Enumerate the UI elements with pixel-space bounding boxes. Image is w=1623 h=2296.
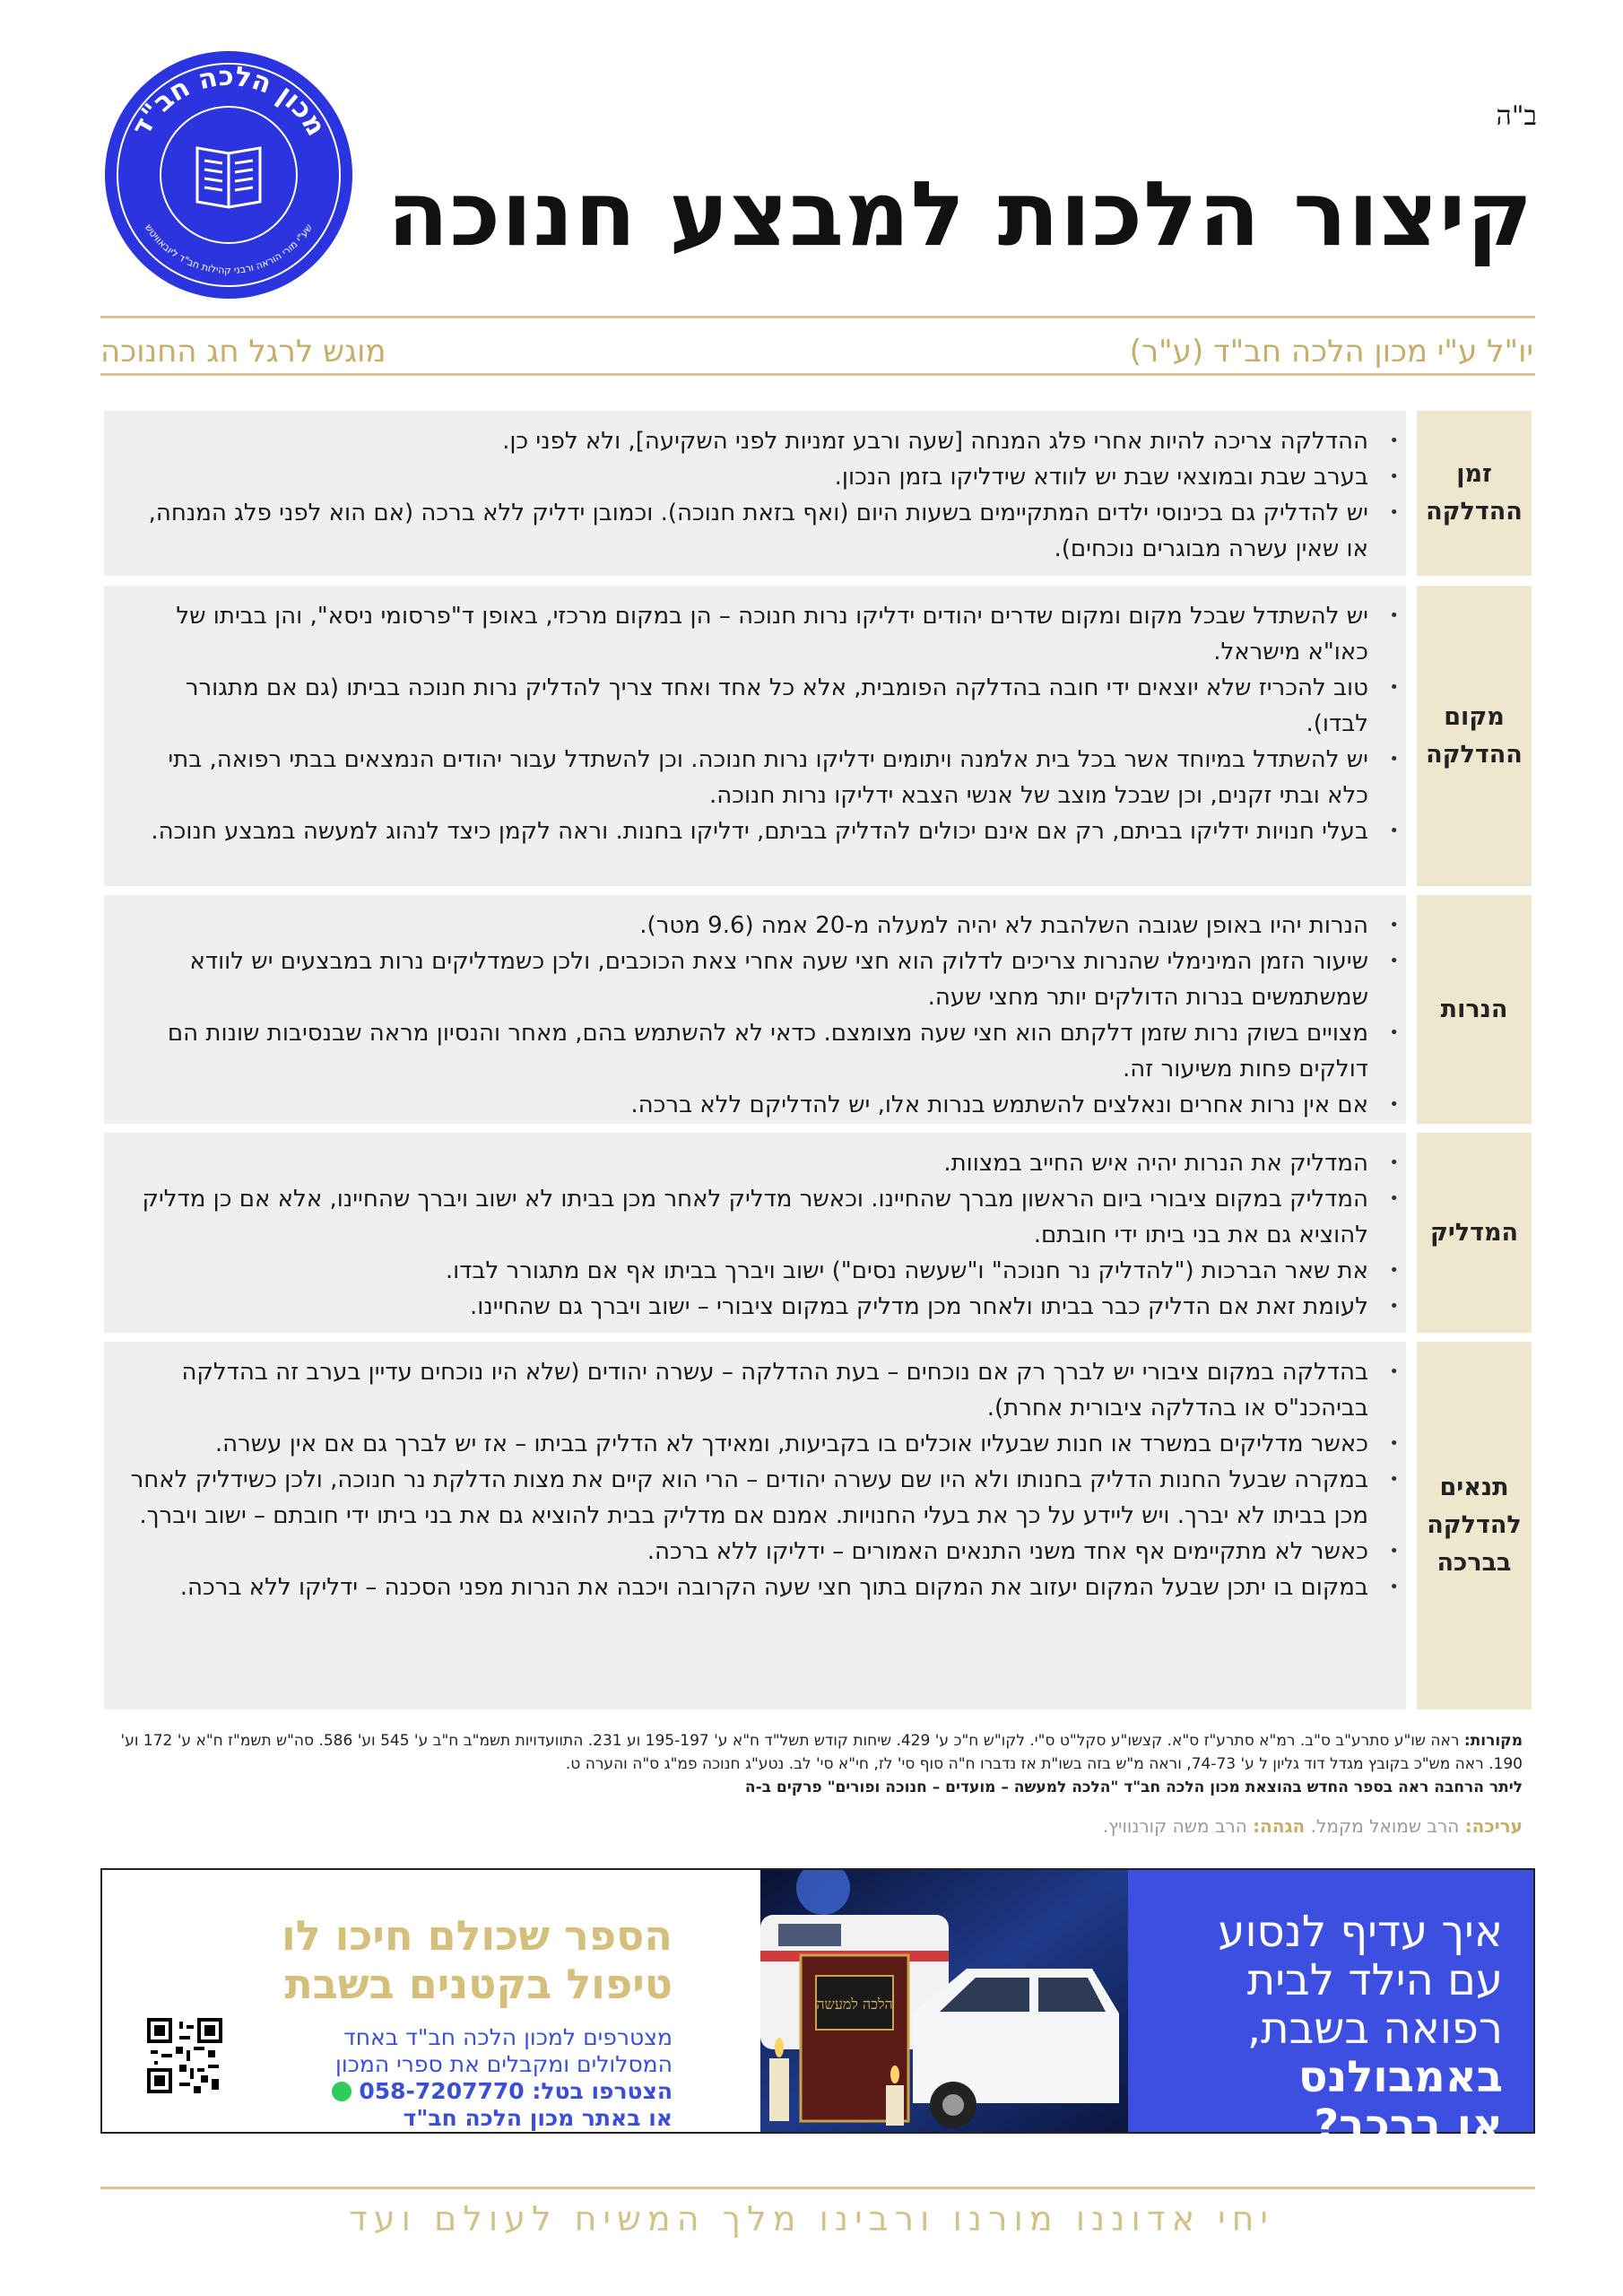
ambulance-book-image <box>760 1870 1128 2132</box>
promo-phone[interactable] <box>332 2078 673 2105</box>
section-label: זמן ההדלקה <box>1417 411 1532 576</box>
qr-code-icon[interactable] <box>147 2018 222 2093</box>
section-label: מקום ההדלקה <box>1417 586 1532 886</box>
sources-more: ליתר הרחבה ראה בספר החדש בהוצאת מכון הלכה חב"ד "הלכה למעשה – מועדים – חנוכה ופורים" פרקים ב-ה <box>744 1779 1523 1796</box>
seal-text: מכון הלכה חב"ד <box>125 60 332 142</box>
bullet-item: • טוב להכריז שלא יוצאים ידי חובה בהדלקה הפומבית, אלא כל אחד ואחד צריך להדליק נרות חנוכה בביתו (גם אם מתגורר לבדו). <box>122 670 1368 742</box>
section-blessing-conditions <box>104 1342 1532 1709</box>
sources-label: מקורות: <box>1463 1732 1523 1750</box>
bullet-item: • הנרות יהיו באופן שגובה השלהבת לא יהיה למעלה מ-20 אמה (9.6 מטר). <box>122 908 1368 944</box>
bullet-item: • כאשר לא מתקיימים אף אחד משני התנאים האמורים – ידליקו ללא ברכה. <box>122 1534 1368 1570</box>
section-candles <box>104 895 1532 1124</box>
bullet-item: • יש להשתדל במיוחד אשר בכל בית אלמנה ויתומים ידליקו נרות חנוכה. וכן להשתדל עבור יהודים הנמצאים בבתי רפואה, בתי כלא ובתי זקנים, וכן שבכל מוצב של אנשי הצבא ידליקו נרות חנוכה. <box>122 742 1368 813</box>
section-content <box>104 1133 1406 1333</box>
bullet-item: • בהדלקה במקום ציבורי יש לברך רק אם נוכחים – בעת ההדלקה – עשרה יהודים (שלא היו נוכחים עדיין בערב זה בהדלקה בביהכנ"ס או בהדלקה ציבורית אחרת). <box>122 1354 1368 1426</box>
promo-text-line: המסלולים ומקבלים את ספרי המכון <box>335 2051 673 2077</box>
section-content <box>104 895 1406 1124</box>
bh-mark: ב"ה <box>1496 100 1537 132</box>
bullet-item: • אם אין נרות אחרים ונאלצים להשתמש בנרות אלו, יש להדליקם ללא ברכה. <box>122 1087 1368 1123</box>
bullet-list <box>104 1133 1406 1325</box>
header-divider-top <box>100 316 1535 318</box>
published-by: יו"ל ע"י מכון הלכה חב"ד (ע"ר) <box>1129 334 1533 370</box>
seal-subtext: שע"י מורי הוראה ורבני קהילות חב"ד ליובאוויטש <box>142 222 316 277</box>
question-line: עם הילד לבית <box>1246 1955 1503 2005</box>
bullet-item: • בעלי חנויות ידליקו בביתם, רק אם אינם יכולים להדליק בביתם, ידליקו בחנות. וראה לקמן כיצד לנהוג למעשה במבצע חנוכה. <box>122 813 1368 849</box>
header-divider-bottom <box>100 373 1535 376</box>
footer-divider <box>100 2187 1535 2189</box>
bullet-item: • מצויים בשוק נרות שזמן דלקתם הוא חצי שעה מצומצם. כדאי לא להשתמש בהם, מאחר והנסיון מראה שבנסיבות שונות הם דולקים פחות משיעור זה. <box>122 1015 1368 1087</box>
whatsapp-icon <box>332 2082 352 2101</box>
edit-label: עריכה: <box>1464 1815 1523 1837</box>
sources-text: ראה שו"ע סתרע"ב ס"ב. רמ"א סתרע"ז ס"א. קצשו"ע סקל"ט ס"י. לקו"ש ח"כ ע' 429. שיחות קודש תשל"ד ח"א ע' 195-197 וע 231. התוועדויות תשמ"ב ח"ב ע' 545 וע' 586. סה"ש תשמ"ז ח"א ע' 172 וע' 190. ראה מש"כ בקובץ מגדל דוד גליון ל ע' 74-73, וראה מ"ש בזה בשו"ת אז נדברו ח"ה סוף סי' לז, חי"א סי' לב. נטע"ג חנוכה פמ"ג ס"ה והערה ט. <box>120 1732 1523 1773</box>
promo-title-line: טיפול בקטנים בשבת <box>284 1960 673 2008</box>
question-line: באמבולנס <box>1298 2052 1503 2102</box>
bullet-item: • יש להדליק גם בכינוסי ילדים המתקיימים בשעות היום (ואף בזאת חנוכה). וכמובן ידליק ללא ברכה (אם הוא לפני פלג המנחה, או שאין עשרה מבוגרים נוכחים). <box>122 495 1368 567</box>
promo-text-line: מצטרפים למכון הלכה חב"ד באחד <box>343 2024 673 2050</box>
promo-site-link[interactable]: או באתר מכון הלכה חב"ד <box>403 2105 673 2131</box>
section-content <box>104 411 1406 576</box>
bullet-list <box>104 895 1406 1123</box>
section-label: המדליק <box>1417 1133 1532 1333</box>
bullet-list <box>104 1342 1406 1605</box>
bullet-item: • המדליק את הנרות יהיה איש החייב במצוות. <box>122 1145 1368 1181</box>
footer-slogan: יחי אדוננו מורנו ורבינו מלך המשיח לעולם ועד <box>349 2199 1274 2239</box>
phone-label: הצטרפו בטל: <box>532 2078 673 2104</box>
sources-note <box>100 1729 1523 1799</box>
question-line: רפואה בשבת, <box>1246 2004 1503 2054</box>
bullet-item: • לעומת זאת אם הדליק כבר בביתו ולאחר מכן מדליק במקום ציבורי – ישוב ויברך גם שהחיינו. <box>122 1289 1368 1325</box>
section-label: הנרות <box>1417 895 1532 1124</box>
question-line: איך עדיף לנסוע <box>1218 1907 1503 1957</box>
bullet-item: • כאשר מדליקים במשרד או חנות שבעליו אוכלים בו בקביעות, ומאידך לא הדליק בביתו – אז יש לברך גם אם אין עשרה. <box>122 1426 1368 1462</box>
bullet-item: • יש להשתדל שבכל מקום ומקום שדרים יהודים ידליקו נרות חנוכה – הן במקום מרכזי, באופן ד"פרסומי ניסא", והן בביתו של כאו"א מישראל. <box>122 598 1368 670</box>
phone-number: 058-7207770 <box>359 2078 525 2104</box>
bullet-item: • במקרה שבעל החנות הדליק בחנותו ולא היו שם עשרה יהודים – הרי הוא קיים את מצות הדלקת נר חנוכה, ולכן כשידליק לאחר מכן בביתו לא יברך. ויש ליידע על כך את בעלי החנויות. אמנם אם מדליק בבית להוציא גם את בני ביתו ידי חובתם – ישוב ויברך. <box>122 1462 1368 1534</box>
banner-question <box>1144 1908 1503 2150</box>
question-line: או ברכב? <box>1314 2100 1503 2151</box>
section-lighting-place <box>104 586 1532 886</box>
review-label: הגהה: <box>1253 1815 1306 1837</box>
promo-title <box>282 1911 673 2008</box>
promo-title-line: הספר שכולם חיכו לו <box>281 1911 673 1960</box>
page-title: קיצור הלכות למבצע חנוכה <box>386 161 1533 266</box>
bullet-list <box>104 411 1406 567</box>
review-name: הרב משה קורנוויץ. <box>1102 1815 1247 1837</box>
banner-question-panel <box>1128 1870 1533 2151</box>
credits <box>1103 1815 1523 1837</box>
section-content <box>104 1342 1406 1709</box>
bullet-item: • במקום בו יתכן שבעל המקום יעזוב את המקום בתוך חצי שעה הקרובה ויכבה את הנרות מפני הסכנה – ידליקו ללא ברכה. <box>122 1570 1368 1605</box>
bullet-item: • את שאר הברכות ("להדליק נר חנוכה" ו"שעשה נסים") ישוב ויברך בביתו אף אם מתגורר לבדו. <box>122 1253 1368 1289</box>
edit-name: הרב שמואל מקמל. <box>1310 1815 1460 1837</box>
bullet-item: • המדליק במקום ציבורי ביום הראשון מברך שהחיינו. וכאשר מדליק לאחר מכן בביתו לא ישוב ויברך שהחיינו, אלא אם כן מדליק להוציא גם את בני ביתו ידי חובתם. <box>122 1181 1368 1253</box>
book-title: הלכה למעשה <box>816 1996 893 2013</box>
promo-text <box>332 2024 673 2132</box>
bullet-list <box>104 586 1406 849</box>
section-label: תנאים להדלקה בברכה <box>1417 1342 1532 1709</box>
institute-seal-logo <box>103 49 354 300</box>
section-lighter <box>104 1133 1532 1333</box>
section-content <box>104 586 1406 886</box>
section-lighting-time <box>104 411 1532 576</box>
bullet-item: • שיעור הזמן המינימלי שהנרות צריכים לדלוק הוא חצי שעה אחרי צאת הכוכבים, ולכן כשמדליקים נרות במבצעים יש לוודא שמשתמשים בנרות הדולקים יותר מחצי שעה. <box>122 944 1368 1015</box>
bullet-item: • בערב שבת ובמוצאי שבת יש לוודא שידליקו בזמן הנכון. <box>122 459 1368 495</box>
bullet-item: • ההדלקה צריכה להיות אחרי פלג המנחה [שעה ורבע זמניות לפני השקיעה], ולא לפני כן. <box>122 423 1368 459</box>
occasion-note: מוגש לרגל חג החנוכה <box>100 334 386 370</box>
promo-banner[interactable] <box>100 1868 1535 2151</box>
